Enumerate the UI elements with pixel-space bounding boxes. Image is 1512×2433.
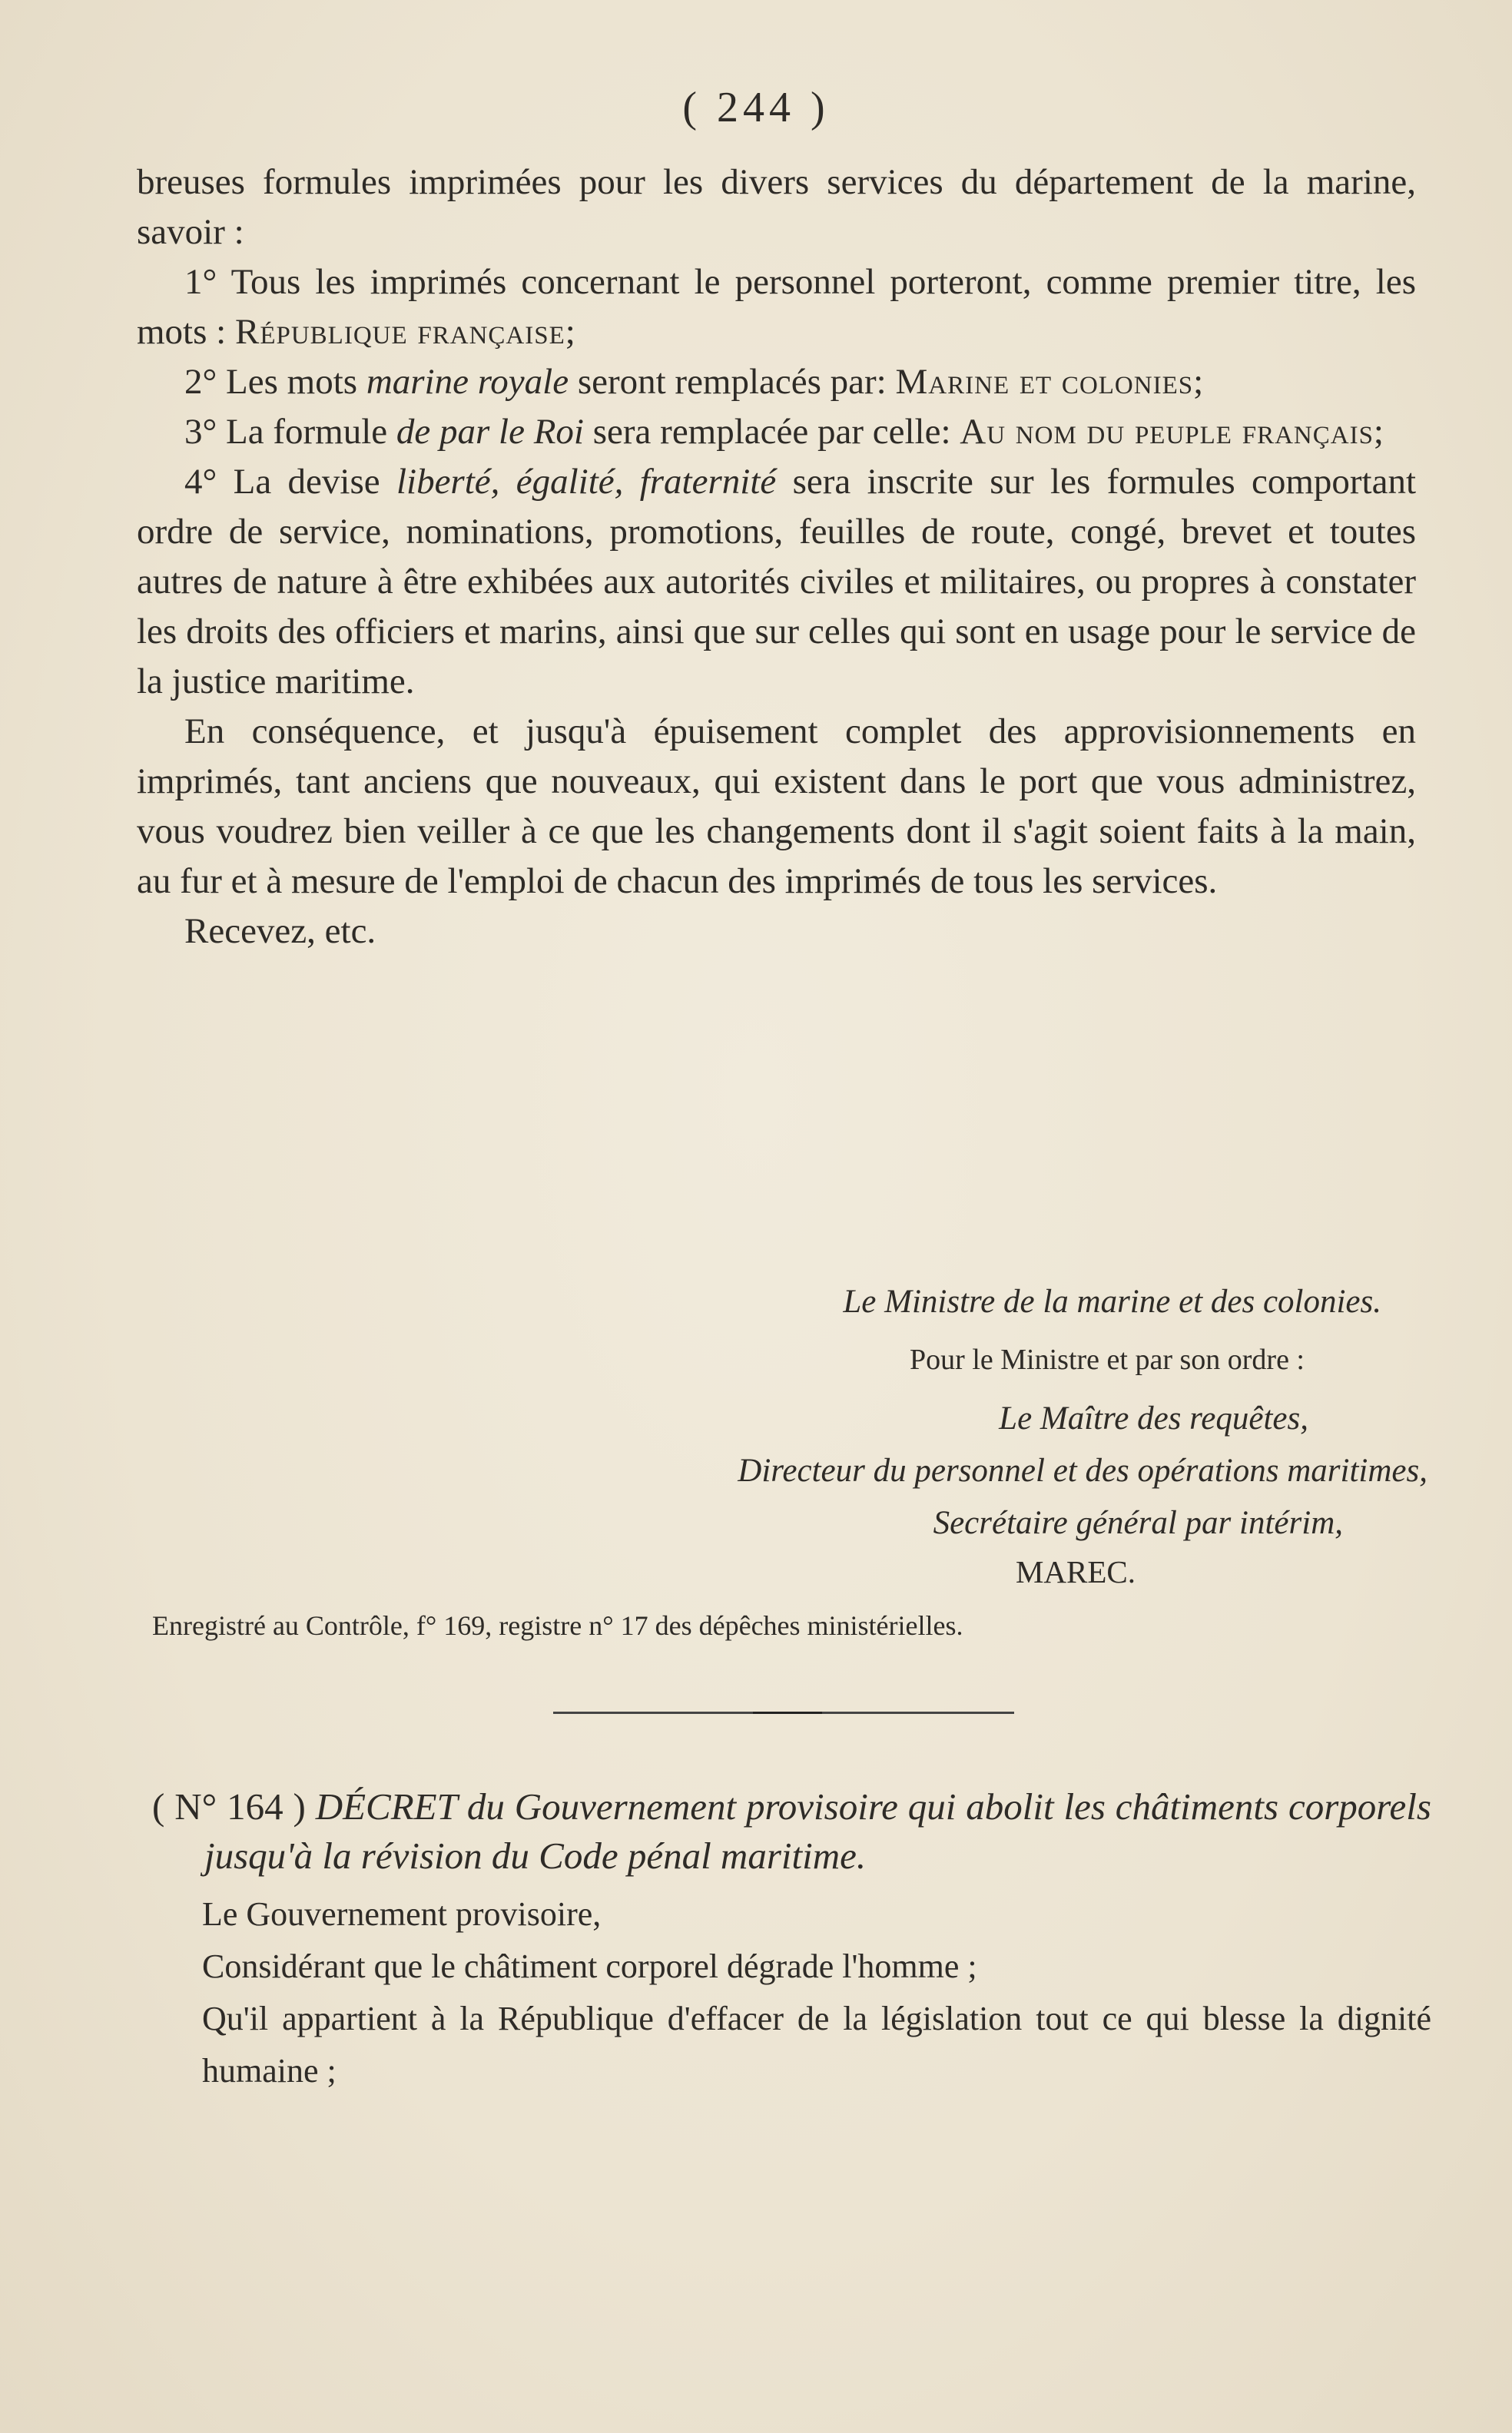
- item-text: Les mots: [226, 362, 366, 402]
- item-text: Tous les imprimés concernant le personnel porteront, comme premier titre, les mots :: [137, 262, 1416, 352]
- decree-keyword: DÉCRET: [315, 1785, 457, 1828]
- registration-note: Enregistré au Contrôle, f° 169, registre n° 17 des dépêches ministérielles.: [152, 1610, 963, 1641]
- item-text: La formule: [226, 412, 396, 452]
- item-small-caps: Marine et colonies;: [895, 362, 1205, 402]
- paragraph-consequence: [137, 707, 1416, 907]
- paragraph-continuation: [137, 157, 1416, 257]
- item-text: seront remplacés par:: [569, 362, 896, 402]
- item-italic: liberté, égalité, fraternité: [396, 462, 777, 502]
- decree-line: Le Gouvernement provisoire,: [202, 1895, 602, 1933]
- paragraph-item-1: [137, 257, 1416, 357]
- circular-body: [137, 157, 1416, 956]
- decree-title-text: du Gouvernement provisoire qui abolit les châtiments corporels jusqu'à la révision du Code pénal maritime.: [204, 1785, 1431, 1877]
- item-text: sera remplacée par celle:: [584, 412, 960, 452]
- paragraph-item-3: [137, 407, 1416, 457]
- signature-title-3: Secrétaire général par intérim,: [933, 1505, 1343, 1541]
- item-text: La devise: [233, 462, 396, 502]
- decree-section: [152, 1782, 1431, 2097]
- item-italic: marine royale: [366, 362, 569, 402]
- decree-number: ( N° 164 ): [152, 1785, 316, 1828]
- item-small-caps: République française;: [234, 312, 576, 352]
- page-number: ( 244 ): [682, 84, 830, 131]
- paragraph-text: breuses formules imprimées pour les divers services du département de la marine, savoir :: [137, 162, 1416, 252]
- item-number: 2°: [184, 362, 227, 402]
- signature-title-2: Directeur du personnel et des opérations maritimes,: [738, 1453, 1427, 1489]
- paragraph-text: En conséquence, et jusqu'à épuisement complet des approvisionnements en imprimés, tant anciens que nouveaux, qui existent dans le port que vous administrez, vous voudrez bien veiller à ce que les changements dont il s'agit soient faits à la main, au fur et à mesure de l'emploi de chacun des imprimés de tous les services.: [137, 711, 1416, 901]
- item-text: sera inscrite sur les formules comportant ordre de service, nominations, promotions, feuilles de route, congé, brevet et toutes autres de nature à être exhibées aux autorités civiles et militaires, ou propres à constater les droits des officiers et marins, ainsi que sur celles qui sont en usage pour le service de la justice maritime.: [137, 462, 1417, 701]
- decree-body: [152, 1888, 1431, 2097]
- section-divider: [553, 1712, 1014, 1714]
- item-number: 3°: [184, 412, 227, 452]
- closing-formula: [137, 907, 1416, 956]
- decree-title: [152, 1782, 1431, 1881]
- paragraph-item-2: [137, 357, 1416, 407]
- paragraph-item-4: [137, 457, 1416, 707]
- item-small-caps: Au nom du peuple français;: [960, 412, 1384, 452]
- decree-line: Qu'il appartient à la République d'effacer de la législation tout ce qui blesse la dignité humaine ;: [202, 2000, 1431, 2090]
- item-number: 4°: [184, 462, 234, 502]
- paragraph-text: Recevez, etc.: [184, 911, 376, 951]
- signature-title-1: Le Maître des requêtes,: [999, 1400, 1308, 1437]
- signature-name: MAREC.: [1015, 1554, 1136, 1589]
- signature-order: Pour le Ministre et par son ordre :: [910, 1344, 1305, 1376]
- signature-minister: Le Ministre de la marine et des colonies.: [843, 1284, 1381, 1320]
- item-number: 1°: [184, 262, 231, 302]
- decree-line: Considérant que le châtiment corporel dégrade l'homme ;: [202, 1947, 977, 1985]
- item-italic: de par le Roi: [396, 412, 584, 452]
